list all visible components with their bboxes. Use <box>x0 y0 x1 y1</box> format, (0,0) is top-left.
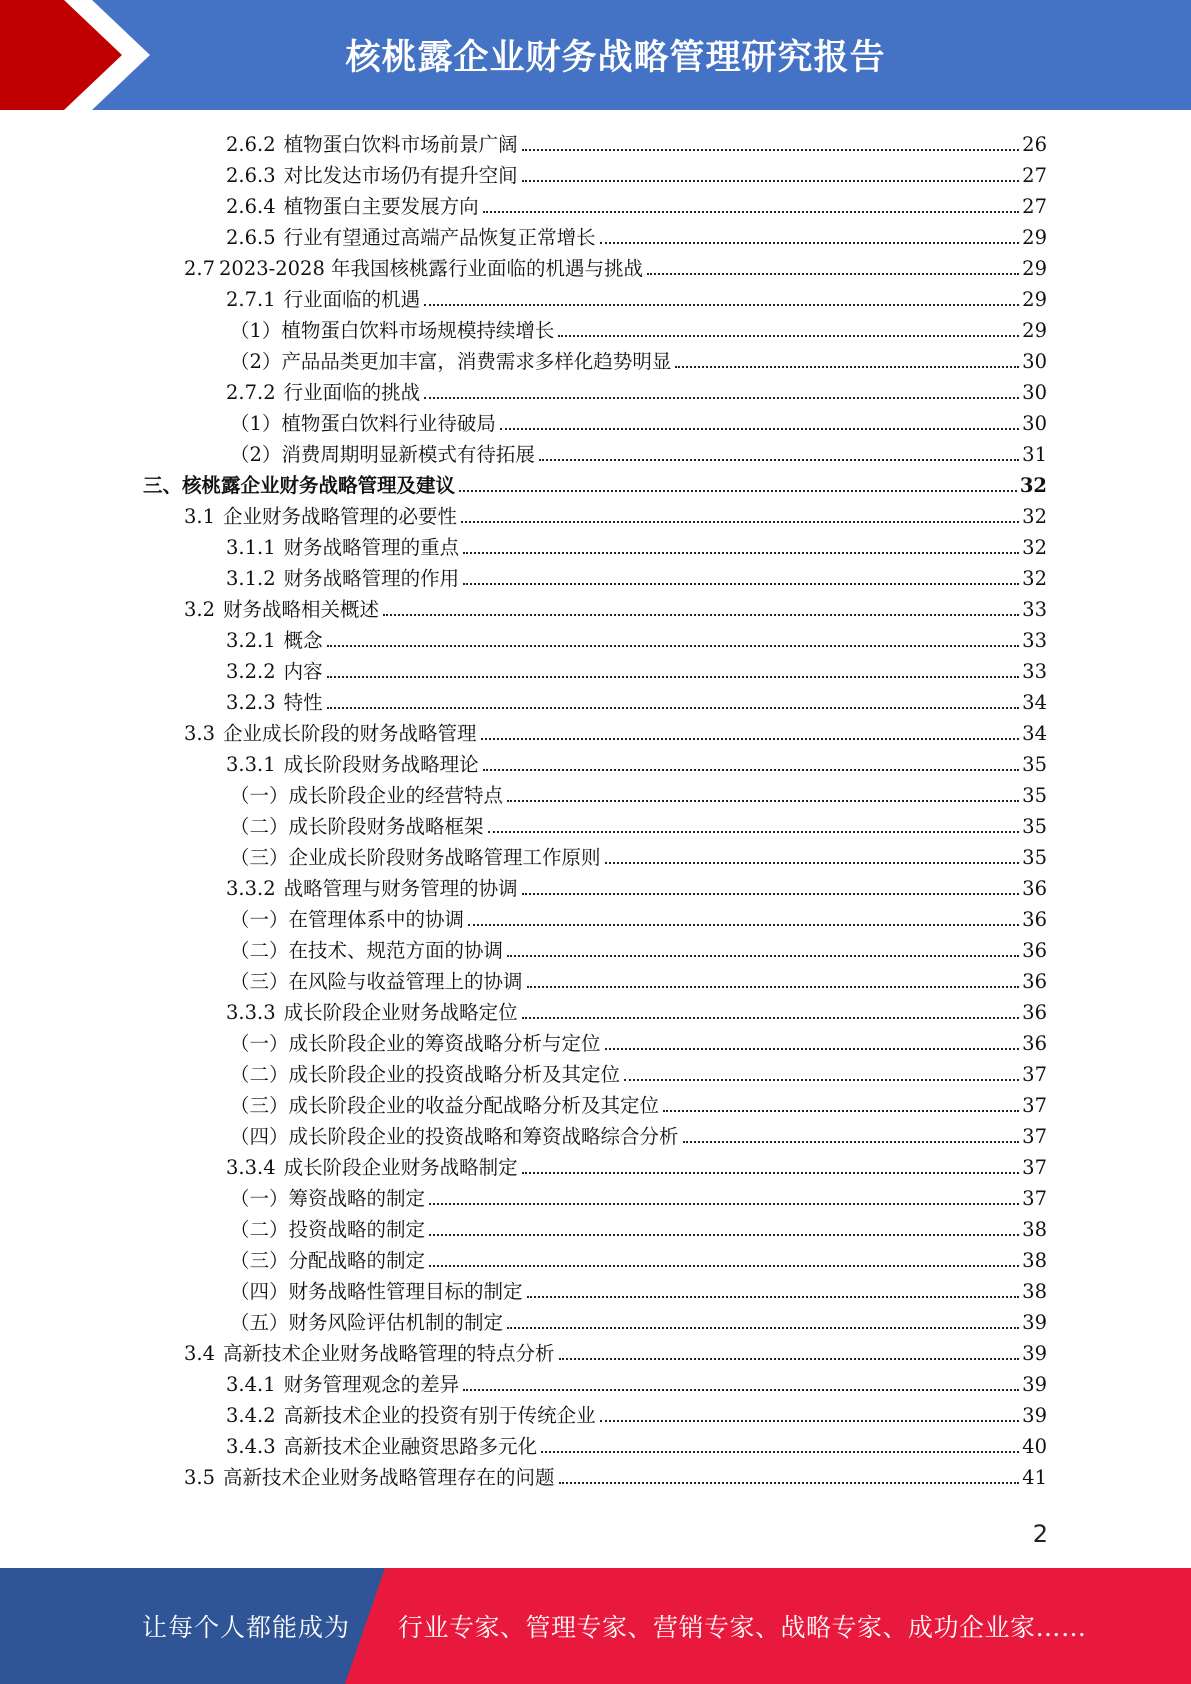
leader-dots <box>522 892 1020 895</box>
toc-entry[interactable]: 3.2.2 内容 33 <box>226 660 1047 683</box>
toc-entry[interactable]: （2）消费周期明显新模式有待拓展 31 <box>230 443 1047 466</box>
toc-page: 36 <box>1022 1032 1047 1055</box>
leader-dots <box>559 1357 1020 1360</box>
toc-page: 33 <box>1022 629 1047 652</box>
toc-page: 37 <box>1022 1187 1047 1210</box>
toc-page: 29 <box>1022 288 1047 311</box>
toc-entry[interactable]: 3.2.1 概念 33 <box>226 629 1047 652</box>
leader-dots <box>522 1016 1020 1019</box>
footer-slogan-right: 行业专家、管理专家、营销专家、战略专家、成功企业家…… <box>398 1613 1087 1642</box>
leader-dots <box>522 148 1020 151</box>
leader-dots <box>605 861 1020 864</box>
toc-entry[interactable]: （二）成长阶段企业的投资战略分析及其定位 37 <box>230 1063 1047 1086</box>
toc-entry[interactable]: （2）产品品类更加丰富，消费需求多样化趋势明显 30 <box>230 350 1047 373</box>
leader-dots <box>429 1233 1019 1236</box>
toc-entry[interactable]: 2.6.2 植物蛋白饮料市场前景广阔 26 <box>226 133 1047 156</box>
toc-page: 36 <box>1022 908 1047 931</box>
toc-entry[interactable]: （三）企业成长阶段财务战略管理工作原则 35 <box>230 846 1047 869</box>
toc-page: 36 <box>1022 970 1047 993</box>
toc-page: 38 <box>1022 1280 1047 1303</box>
leader-dots <box>429 1202 1019 1205</box>
toc-entry[interactable]: 3.3.3 成长阶段企业财务战略定位 36 <box>226 1001 1047 1024</box>
leader-dots <box>481 737 1020 740</box>
toc-page: 30 <box>1022 381 1047 404</box>
toc-page: 27 <box>1022 195 1047 218</box>
toc-page: 32 <box>1019 474 1047 497</box>
leader-dots <box>463 551 1019 554</box>
leader-dots <box>483 768 1020 771</box>
toc-page: 35 <box>1022 753 1047 776</box>
toc-page: 33 <box>1022 598 1047 621</box>
leader-dots <box>461 520 1019 523</box>
page-header <box>0 0 1191 110</box>
toc-entry[interactable]: （二）在技术、规范方面的协调 36 <box>230 939 1047 962</box>
toc-page: 39 <box>1022 1373 1047 1396</box>
page-number: 2 <box>1032 1520 1048 1548</box>
leader-dots <box>541 1450 1019 1453</box>
toc-entry[interactable]: （三）成长阶段企业的收益分配战略分析及其定位 37 <box>230 1094 1047 1117</box>
toc-page: 35 <box>1022 846 1047 869</box>
toc-page: 36 <box>1022 877 1047 900</box>
leader-dots <box>327 675 1020 678</box>
page-footer <box>0 1568 1191 1684</box>
toc-entry[interactable]: 3.4.2 高新技术企业的投资有别于传统企业 39 <box>226 1404 1047 1427</box>
toc-entry[interactable]: （三）分配战略的制定 38 <box>230 1249 1047 1272</box>
toc-page: 29 <box>1022 226 1047 249</box>
leader-dots <box>424 396 1019 399</box>
toc-entry[interactable]: （一）筹资战略的制定 37 <box>230 1187 1047 1210</box>
toc-page: 36 <box>1022 1001 1047 1024</box>
toc-entry[interactable]: 3.1.1 财务战略管理的重点 32 <box>226 536 1047 559</box>
toc-entry[interactable]: （1）植物蛋白饮料市场规模持续增长 29 <box>230 319 1047 342</box>
leader-dots <box>527 1295 1020 1298</box>
leader-dots <box>459 489 1017 492</box>
leader-dots <box>675 365 1019 368</box>
leader-dots <box>600 1419 1020 1422</box>
toc-entry[interactable]: 3.3.4 成长阶段企业财务战略制定 37 <box>226 1156 1047 1179</box>
toc-entry[interactable]: （三）在风险与收益管理上的协调 36 <box>230 970 1047 993</box>
toc-entry[interactable]: （一）成长阶段企业的筹资战略分析与定位 36 <box>230 1032 1047 1055</box>
leader-dots <box>647 272 1019 275</box>
leader-dots <box>383 613 1019 616</box>
toc-page: 34 <box>1022 722 1047 745</box>
toc-chapter-entry[interactable]: 三、核桃露企业财务战略管理及建议 32 <box>143 474 1047 497</box>
toc-page: 37 <box>1022 1125 1047 1148</box>
toc-page: 32 <box>1022 567 1047 590</box>
toc-entry[interactable]: 3.1 企业财务战略管理的必要性 32 <box>184 505 1047 528</box>
toc-entry[interactable]: （二）成长阶段财务战略框架 35 <box>230 815 1047 838</box>
toc-entry[interactable]: 3.4.3 高新技术企业融资思路多元化 40 <box>226 1435 1047 1458</box>
toc-page: 39 <box>1022 1342 1047 1365</box>
toc-page: 36 <box>1022 939 1047 962</box>
toc-page: 40 <box>1022 1435 1047 1458</box>
toc-entry[interactable]: 2.7 2023-2028 年我国核桃露行业面临的机遇与挑战 29 <box>184 257 1047 280</box>
report-title: 核桃露企业财务战略管理研究报告 <box>345 38 886 78</box>
leader-dots <box>624 1078 1019 1081</box>
toc-page: 32 <box>1022 536 1047 559</box>
toc-entry[interactable]: 2.6.5 行业有望通过高端产品恢复正常增长 29 <box>226 226 1047 249</box>
toc-entry[interactable]: 2.7.2 行业面临的挑战 30 <box>226 381 1047 404</box>
leader-dots <box>559 1481 1020 1484</box>
toc-page: 26 <box>1022 133 1047 156</box>
toc-page: 29 <box>1022 257 1047 280</box>
toc-page: 37 <box>1022 1063 1047 1086</box>
toc-page: 29 <box>1022 319 1047 342</box>
toc-entry[interactable]: 3.3.1 成长阶段财务战略理论 35 <box>226 753 1047 776</box>
toc-page: 38 <box>1022 1218 1047 1241</box>
leader-dots <box>327 644 1020 647</box>
leader-dots <box>683 1140 1020 1143</box>
leader-dots <box>605 1047 1020 1050</box>
leader-dots <box>500 427 1019 430</box>
leader-dots <box>463 1388 1019 1391</box>
leader-dots <box>488 830 1020 833</box>
toc-entry[interactable]: 3.4.1 财务管理观念的差异 39 <box>226 1373 1047 1396</box>
leader-dots <box>522 179 1020 182</box>
toc-entry[interactable]: 3.1.2 财务战略管理的作用 32 <box>226 567 1047 590</box>
toc-entry[interactable]: 3.2 财务战略相关概述 33 <box>184 598 1047 621</box>
footer-slogan-left: 让每个人都能成为 <box>142 1613 351 1642</box>
leader-dots <box>507 799 1019 802</box>
toc-entry[interactable]: 3.2.3 特性 34 <box>226 691 1047 714</box>
toc-entry[interactable]: （四）成长阶段企业的投资战略和筹资战略综合分析 37 <box>230 1125 1047 1148</box>
leader-dots <box>663 1109 1019 1112</box>
leader-dots <box>429 1264 1019 1267</box>
leader-dots <box>527 985 1020 988</box>
toc-page: 41 <box>1022 1466 1047 1489</box>
toc-page: 30 <box>1022 350 1047 373</box>
toc-entry[interactable]: 3.3 企业成长阶段的财务战略管理 34 <box>184 722 1047 745</box>
toc-page: 32 <box>1022 505 1047 528</box>
toc-page: 31 <box>1022 443 1047 466</box>
toc-page: 35 <box>1022 784 1047 807</box>
toc-page: 39 <box>1022 1311 1047 1334</box>
leader-dots <box>468 923 1019 926</box>
toc-entry[interactable]: （二）投资战略的制定 38 <box>230 1218 1047 1241</box>
leader-dots <box>327 706 1020 709</box>
toc-entry[interactable]: 3.5 高新技术企业财务战略管理存在的问题 41 <box>184 1466 1047 1489</box>
leader-dots <box>424 303 1019 306</box>
leader-dots <box>507 1326 1019 1329</box>
leader-dots <box>483 210 1020 213</box>
leader-dots <box>600 241 1020 244</box>
toc-entry[interactable]: （四）财务战略性管理目标的制定 38 <box>230 1280 1047 1303</box>
toc-entry[interactable]: （1）植物蛋白饮料行业待破局 30 <box>230 412 1047 435</box>
toc-entry[interactable]: （一）成长阶段企业的经营特点 35 <box>230 784 1047 807</box>
toc-entry[interactable]: （一）在管理体系中的协调 36 <box>230 908 1047 931</box>
toc-page: 34 <box>1022 691 1047 714</box>
toc-entry[interactable]: （五）财务风险评估机制的制定 39 <box>230 1311 1047 1334</box>
toc-page: 37 <box>1022 1156 1047 1179</box>
toc-page: 35 <box>1022 815 1047 838</box>
toc-page: 33 <box>1022 660 1047 683</box>
toc-entry[interactable]: 2.7.1 行业面临的机遇 29 <box>226 288 1047 311</box>
leader-dots <box>507 954 1019 957</box>
toc-page: 30 <box>1022 412 1047 435</box>
toc-page: 27 <box>1022 164 1047 187</box>
toc-page: 38 <box>1022 1249 1047 1272</box>
leader-dots <box>539 458 1019 461</box>
leader-dots <box>558 334 1019 337</box>
leader-dots <box>522 1171 1020 1174</box>
toc-entry[interactable]: 3.3.2 战略管理与财务管理的协调 36 <box>226 877 1047 900</box>
toc-page: 39 <box>1022 1404 1047 1427</box>
toc-entry[interactable]: 2.6.4 植物蛋白主要发展方向 27 <box>226 195 1047 218</box>
toc-entry[interactable]: 2.6.3 对比发达市场仍有提升空间 27 <box>226 164 1047 187</box>
toc-entry[interactable]: 3.4 高新技术企业财务战略管理的特点分析 39 <box>184 1342 1047 1365</box>
toc-page: 37 <box>1022 1094 1047 1117</box>
leader-dots <box>463 582 1019 585</box>
